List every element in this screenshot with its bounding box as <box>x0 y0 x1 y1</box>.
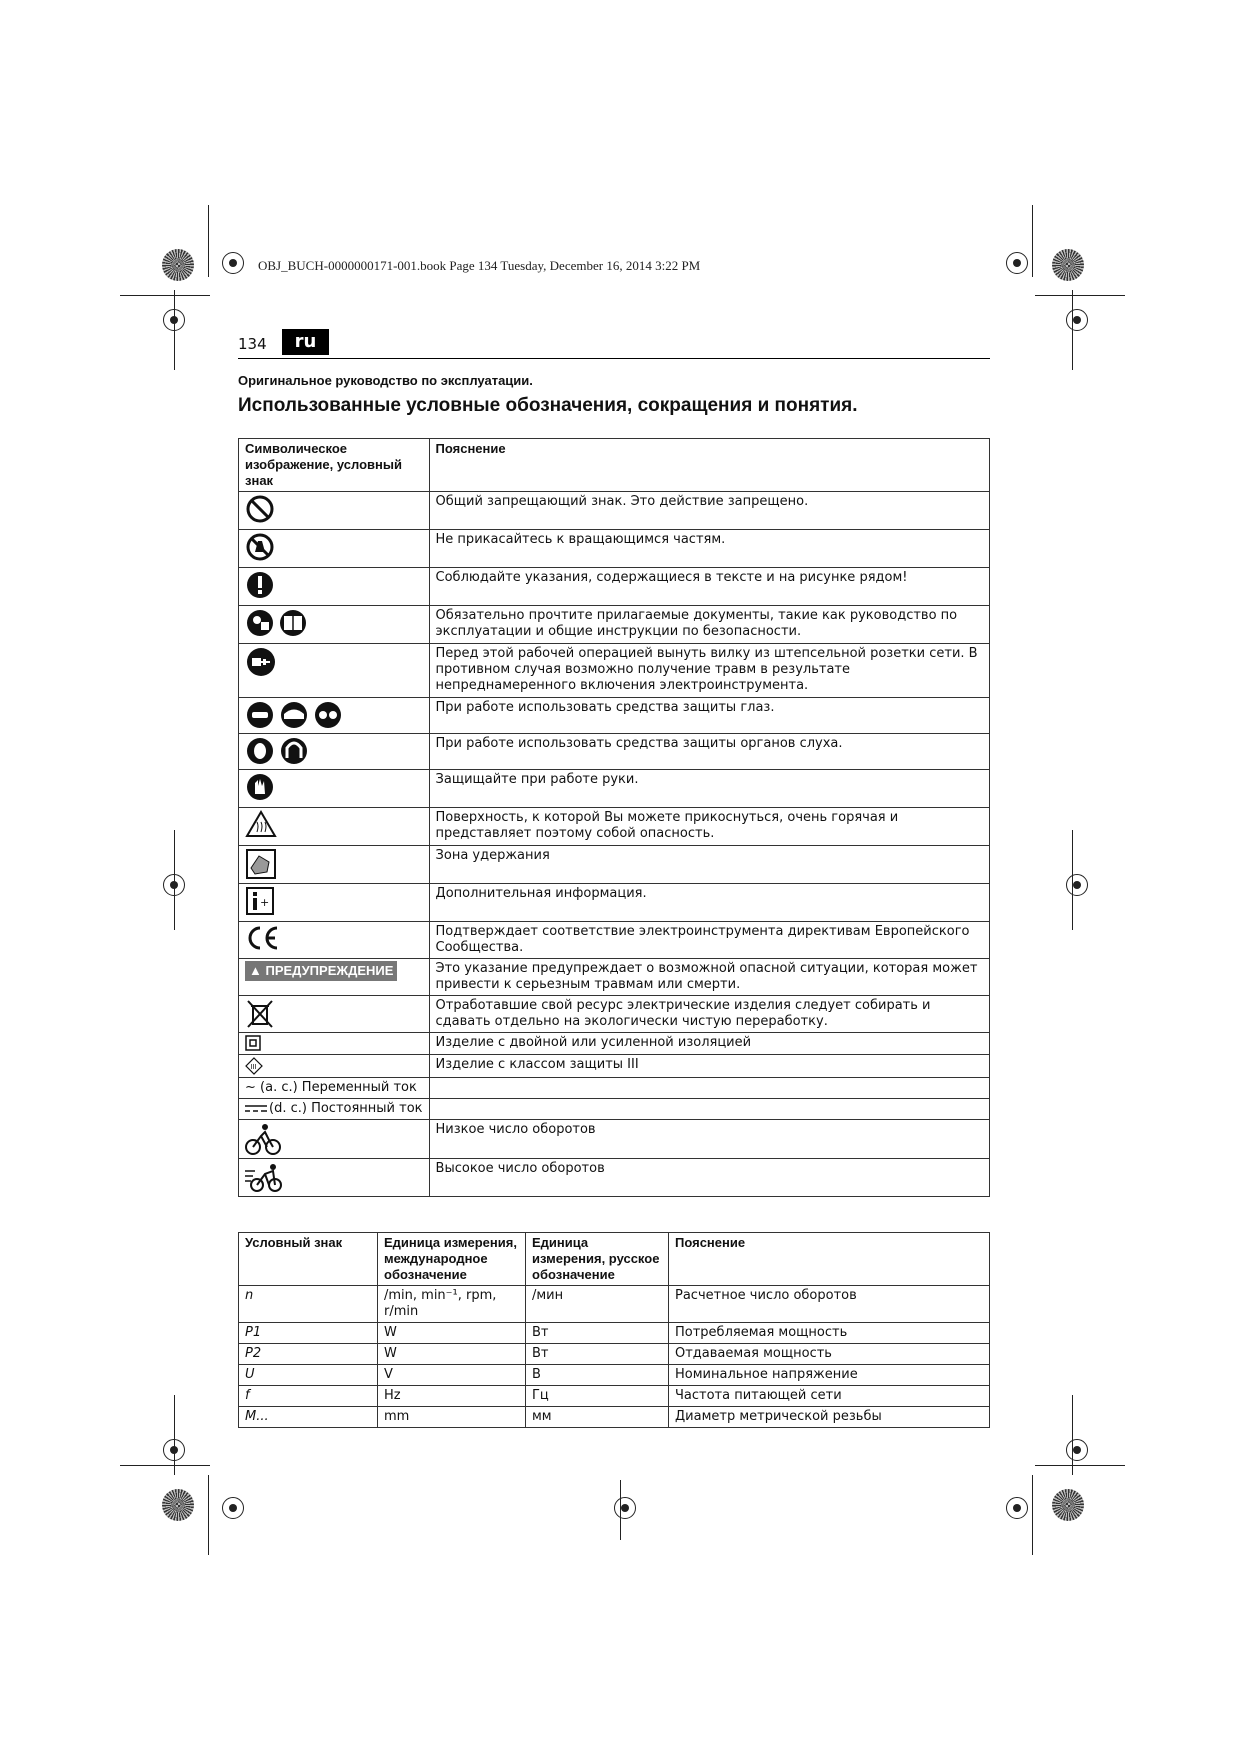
header-rule <box>238 358 990 359</box>
column-header: Единица измерения, международное обозначение <box>378 1233 526 1286</box>
table-cell: Дополнительная информация. <box>429 884 989 922</box>
table-cell: Защищайте при работе руки. <box>429 770 989 808</box>
registration-crosshair <box>1066 874 1088 896</box>
dc-row-label: (d. c.) Постоянный ток <box>269 1100 423 1116</box>
table-row <box>239 1119 990 1158</box>
table-header-row <box>239 1233 990 1286</box>
table-cell: V <box>378 1365 526 1386</box>
table-row <box>239 734 990 770</box>
table-cell: Соблюдайте указания, содержащиеся в тексте и на рисунке рядом! <box>429 568 989 606</box>
ac-row-label: ~ (a. c.) Переменный ток <box>239 1077 430 1098</box>
page-number: 134 <box>238 335 267 353</box>
table-cell: Высокое число оборотов <box>429 1158 989 1196</box>
table-row <box>239 1033 990 1055</box>
svg-text:+: + <box>260 896 270 909</box>
table-cell: В <box>526 1365 669 1386</box>
table-cell: Обязательно прочтите прилагаемые документы, такие как руководство по эксплуатации и общие инструкции по безопасности. <box>429 606 989 644</box>
exclamation-icon <box>245 570 275 600</box>
table-row <box>239 808 990 846</box>
low-speed-cyclist-icon <box>245 1122 281 1156</box>
table-row <box>239 1407 990 1428</box>
table-cell: Это указание предупреждает о возможной опасной ситуации, которая может привести к серьезным травмам или смерти. <box>429 959 989 996</box>
table-cell: W <box>378 1344 526 1365</box>
crop-mark <box>1072 1395 1073 1475</box>
table-header-row <box>239 439 990 492</box>
registration-crosshair <box>1066 1439 1088 1461</box>
table-row <box>239 1386 990 1407</box>
registration-crosshair <box>1006 1497 1028 1519</box>
print-header: OBJ_BUCH-0000000171-001.book Page 134 Tuesday, December 16, 2014 3:22 PM <box>258 258 701 273</box>
ear-protection-icon <box>245 736 311 766</box>
table-cell: Диаметр метрической резьбы <box>669 1407 990 1428</box>
table-cell: /мин <box>526 1286 669 1323</box>
table-cell: Изделие с двойной или усиленной изоляцией <box>429 1033 989 1055</box>
registration-crosshair <box>163 309 185 331</box>
direct-current-icon <box>245 1103 267 1113</box>
table-cell: Потребляемая мощность <box>669 1323 990 1344</box>
table-row <box>239 1158 990 1196</box>
class-iii-icon <box>245 1057 263 1075</box>
crop-mark <box>208 205 209 277</box>
hot-surface-icon <box>245 810 277 838</box>
registration-rosette <box>1052 1489 1084 1521</box>
table-cell: мм <box>526 1407 669 1428</box>
table-row <box>239 770 990 808</box>
column-header: Пояснение <box>669 1233 990 1286</box>
crop-mark <box>120 1465 210 1466</box>
registration-crosshair <box>163 874 185 896</box>
column-header: Условный знак <box>239 1233 378 1286</box>
page-title: Использованные условные обозначения, сокращения и понятия. <box>238 395 858 416</box>
prohibition-icon <box>245 494 275 524</box>
language-tag: ru <box>282 329 329 355</box>
symbols-table <box>238 438 990 1197</box>
glove-icon <box>245 772 275 802</box>
table-cell: P2 <box>239 1344 378 1365</box>
weee-bin-icon <box>245 998 275 1030</box>
table-row <box>239 922 990 959</box>
crop-mark <box>1032 1475 1033 1555</box>
crop-mark <box>120 295 210 296</box>
table-cell: Вт <box>526 1344 669 1365</box>
units-table <box>238 1232 990 1428</box>
registration-crosshair <box>163 1439 185 1461</box>
table-row <box>239 530 990 568</box>
table-cell: Поверхность, к которой Вы можете прикоснуться, очень горячая и представляет поэтому собой опасность. <box>429 808 989 846</box>
table-cell: Отдаваемая мощность <box>669 1344 990 1365</box>
grip-zone-icon <box>245 848 277 880</box>
table-cell: При работе использовать средства защиты органов слуха. <box>429 734 989 770</box>
table-row <box>239 1098 990 1119</box>
table-row <box>239 884 990 922</box>
table-row <box>239 846 990 884</box>
crop-mark <box>174 1395 175 1475</box>
table-cell: Общий запрещающий знак. Это действие запрещено. <box>429 492 989 530</box>
table-cell: f <box>239 1386 378 1407</box>
table-cell: Подтверждает соответствие электроинструмента директивам Европейского Сообщества. <box>429 922 989 959</box>
registration-crosshair <box>614 1497 636 1519</box>
registration-rosette <box>162 1489 194 1521</box>
crop-mark <box>1035 295 1125 296</box>
table-cell: Hz <box>378 1386 526 1407</box>
table-row <box>239 644 990 698</box>
table-row <box>239 1077 990 1098</box>
table-cell: /min, min⁻¹, rpm, r/min <box>378 1286 526 1323</box>
table-row <box>239 568 990 606</box>
table-row <box>239 1365 990 1386</box>
registration-crosshair <box>222 1497 244 1519</box>
table-row <box>239 606 990 644</box>
table-row <box>239 1323 990 1344</box>
info-icon <box>245 886 275 916</box>
table-row <box>239 492 990 530</box>
table-cell: При работе использовать средства защиты глаз. <box>429 698 989 734</box>
registration-crosshair <box>1006 252 1028 274</box>
table-cell: n <box>239 1286 378 1323</box>
unplug-icon <box>245 646 277 678</box>
table-cell: Перед этой рабочей операцией вынуть вилку из штепсельной розетки сети. В противном случая возможно получение травм в результате непреднамеренного включения электроинструмента. <box>429 644 989 698</box>
table-row <box>239 698 990 734</box>
table-cell: M... <box>239 1407 378 1428</box>
table-cell: Отработавшие свой ресурс электрические изделия следует собирать и сдавать отдельно на экологически чистую переработку. <box>429 996 989 1033</box>
registration-rosette <box>162 249 194 281</box>
registration-rosette <box>1052 249 1084 281</box>
eye-protection-icon <box>245 700 345 730</box>
table-cell: mm <box>378 1407 526 1428</box>
no-touch-rotating-icon <box>245 532 275 562</box>
table-cell: Частота питающей сети <box>669 1386 990 1407</box>
table-cell: Изделие с классом защиты III <box>429 1054 989 1077</box>
ce-mark-icon <box>245 924 281 952</box>
table-cell: Низкое число оборотов <box>429 1119 989 1158</box>
table-row <box>239 1054 990 1077</box>
high-speed-cyclist-icon <box>245 1161 285 1193</box>
column-header: Единица измерения, русское обозначение <box>526 1233 669 1286</box>
double-insulation-icon <box>245 1035 261 1051</box>
table-cell: Не прикасайтесь к вращающимся частям. <box>429 530 989 568</box>
crop-mark <box>1035 1465 1125 1466</box>
crop-mark <box>208 1475 209 1555</box>
table-cell: U <box>239 1365 378 1386</box>
column-header: Символическое изображение, условный знак <box>239 439 430 492</box>
table-row <box>239 1344 990 1365</box>
document-subtitle: Оригинальное руководство по эксплуатации. <box>238 373 533 388</box>
crop-mark <box>1032 205 1033 277</box>
table-cell: Гц <box>526 1386 669 1407</box>
table-row <box>239 1286 990 1323</box>
table-row <box>239 996 990 1033</box>
table-cell: Зона удержания <box>429 846 989 884</box>
table-row <box>239 959 990 996</box>
read-manual-icon <box>245 608 311 638</box>
registration-crosshair <box>222 252 244 274</box>
table-cell: Вт <box>526 1323 669 1344</box>
svg-text:III: III <box>250 1062 257 1071</box>
registration-crosshair <box>1066 309 1088 331</box>
table-cell: Расчетное число оборотов <box>669 1286 990 1323</box>
table-cell: Номинальное напряжение <box>669 1365 990 1386</box>
warning-badge: ▲ ПРЕДУПРЕЖДЕНИЕ <box>245 961 397 981</box>
table-cell: P1 <box>239 1323 378 1344</box>
column-header: Пояснение <box>429 439 989 492</box>
table-cell: W <box>378 1323 526 1344</box>
